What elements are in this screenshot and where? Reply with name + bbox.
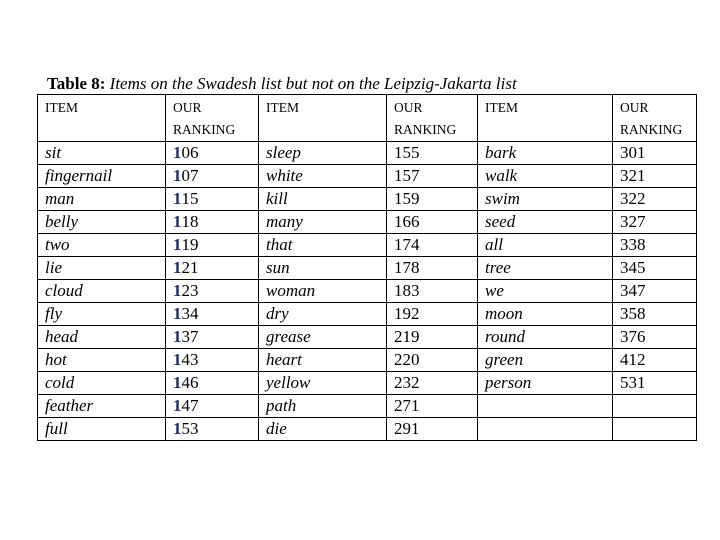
ranking-lead-digit: 1 [173, 235, 182, 254]
item-cell: belly [38, 211, 166, 234]
ranking-cell: 155 [387, 142, 478, 165]
item-cell: green [478, 349, 613, 372]
header-row [38, 95, 697, 142]
item-cell: cold [38, 372, 166, 395]
ranking-rest-digits: 23 [181, 281, 199, 300]
ranking-rest-digits: 06 [181, 143, 199, 162]
header-ranking-line2: RANKING [620, 122, 683, 137]
ranking-cell [166, 211, 259, 234]
table-row [38, 142, 697, 165]
ranking-cell [166, 395, 259, 418]
ranking-cell [166, 418, 259, 441]
item-cell: that [259, 234, 387, 257]
table-row [38, 418, 697, 441]
ranking-rest-digits: 21 [181, 258, 199, 277]
item-cell: heart [259, 349, 387, 372]
item-cell: kill [259, 188, 387, 211]
item-cell: hot [38, 349, 166, 372]
ranking-cell [166, 326, 259, 349]
table-caption [47, 74, 517, 94]
table-row [38, 188, 697, 211]
ranking-cell [613, 418, 697, 441]
ranking-cell: 301 [613, 142, 697, 165]
ranking-lead-digit: 1 [173, 350, 182, 369]
table-row [38, 234, 697, 257]
ranking-cell [613, 395, 697, 418]
ranking-cell: 166 [387, 211, 478, 234]
ranking-rest-digits: 37 [181, 327, 199, 346]
item-cell: lie [38, 257, 166, 280]
ranking-cell [166, 372, 259, 395]
ranking-rest-digits: 43 [181, 350, 199, 369]
item-cell: yellow [259, 372, 387, 395]
table-row [38, 280, 697, 303]
table-row [38, 372, 697, 395]
item-cell: man [38, 188, 166, 211]
ranking-rest-digits: 34 [181, 304, 199, 323]
ranking-cell: 159 [387, 188, 478, 211]
ranking-rest-digits: 53 [181, 419, 199, 438]
item-cell: tree [478, 257, 613, 280]
item-cell: sit [38, 142, 166, 165]
ranking-rest-digits: 19 [181, 235, 199, 254]
header-ranking-line2: RANKING [173, 122, 236, 137]
ranking-cell: 327 [613, 211, 697, 234]
item-cell: seed [478, 211, 613, 234]
item-cell: all [478, 234, 613, 257]
ranking-lead-digit: 1 [173, 327, 182, 346]
item-cell: head [38, 326, 166, 349]
item-cell: we [478, 280, 613, 303]
ranking-lead-digit: 1 [173, 304, 182, 323]
ranking-cell: 174 [387, 234, 478, 257]
ranking-cell: 531 [613, 372, 697, 395]
ranking-cell [166, 165, 259, 188]
item-cell: round [478, 326, 613, 349]
header-ranking-line1: OUR [394, 100, 423, 115]
ranking-cell [166, 349, 259, 372]
ranking-cell: 220 [387, 349, 478, 372]
ranking-cell: 157 [387, 165, 478, 188]
ranking-rest-digits: 18 [181, 212, 199, 231]
ranking-cell: 291 [387, 418, 478, 441]
ranking-cell: 321 [613, 165, 697, 188]
item-cell: bark [478, 142, 613, 165]
ranking-lead-digit: 1 [173, 189, 182, 208]
item-cell: grease [259, 326, 387, 349]
table-row [38, 326, 697, 349]
item-cell: path [259, 395, 387, 418]
table-row [38, 349, 697, 372]
ranking-cell: 183 [387, 280, 478, 303]
ranking-cell [166, 234, 259, 257]
item-cell: cloud [38, 280, 166, 303]
item-cell: person [478, 372, 613, 395]
swadesh-table [37, 94, 697, 441]
ranking-cell [166, 188, 259, 211]
ranking-lead-digit: 1 [173, 166, 182, 185]
table-row [38, 303, 697, 326]
item-cell: walk [478, 165, 613, 188]
header-item: ITEM [38, 95, 166, 142]
item-cell: swim [478, 188, 613, 211]
ranking-cell [166, 303, 259, 326]
header-ranking [387, 95, 478, 142]
ranking-rest-digits: 46 [181, 373, 199, 392]
ranking-lead-digit: 1 [173, 373, 182, 392]
ranking-lead-digit: 1 [173, 258, 182, 277]
ranking-cell: 271 [387, 395, 478, 418]
ranking-cell [166, 280, 259, 303]
item-cell: white [259, 165, 387, 188]
ranking-cell [166, 142, 259, 165]
ranking-cell: 376 [613, 326, 697, 349]
ranking-rest-digits: 07 [181, 166, 199, 185]
header-item: ITEM [478, 95, 613, 142]
ranking-rest-digits: 47 [181, 396, 199, 415]
table-row [38, 395, 697, 418]
ranking-cell: 219 [387, 326, 478, 349]
ranking-lead-digit: 1 [173, 143, 182, 162]
ranking-cell: 358 [613, 303, 697, 326]
header-ranking [613, 95, 697, 142]
ranking-cell: 322 [613, 188, 697, 211]
ranking-lead-digit: 1 [173, 419, 182, 438]
item-cell: sun [259, 257, 387, 280]
item-cell: feather [38, 395, 166, 418]
header-ranking-line2: RANKING [394, 122, 457, 137]
header-ranking-line1: OUR [173, 100, 202, 115]
item-cell: sleep [259, 142, 387, 165]
header-ranking-line1: OUR [620, 100, 649, 115]
header-ranking [166, 95, 259, 142]
ranking-cell: 192 [387, 303, 478, 326]
ranking-cell: 412 [613, 349, 697, 372]
item-cell: moon [478, 303, 613, 326]
item-cell: many [259, 211, 387, 234]
table-caption-text: Items on the Swadesh list but not on the Leipzig-Jakarta list [105, 74, 517, 93]
item-cell: fly [38, 303, 166, 326]
ranking-rest-digits: 15 [181, 189, 199, 208]
ranking-cell: 178 [387, 257, 478, 280]
item-cell: two [38, 234, 166, 257]
ranking-cell: 345 [613, 257, 697, 280]
item-cell: full [38, 418, 166, 441]
item-cell: fingernail [38, 165, 166, 188]
ranking-lead-digit: 1 [173, 396, 182, 415]
ranking-lead-digit: 1 [173, 281, 182, 300]
table-body [38, 142, 697, 441]
ranking-cell: 347 [613, 280, 697, 303]
ranking-cell: 338 [613, 234, 697, 257]
ranking-lead-digit: 1 [173, 212, 182, 231]
item-cell [478, 395, 613, 418]
item-cell [478, 418, 613, 441]
item-cell: woman [259, 280, 387, 303]
item-cell: dry [259, 303, 387, 326]
ranking-cell [166, 257, 259, 280]
item-cell: die [259, 418, 387, 441]
header-item: ITEM [259, 95, 387, 142]
table-row [38, 257, 697, 280]
ranking-cell: 232 [387, 372, 478, 395]
table-caption-label: Table 8: [47, 74, 106, 93]
table-row [38, 165, 697, 188]
table-row [38, 211, 697, 234]
